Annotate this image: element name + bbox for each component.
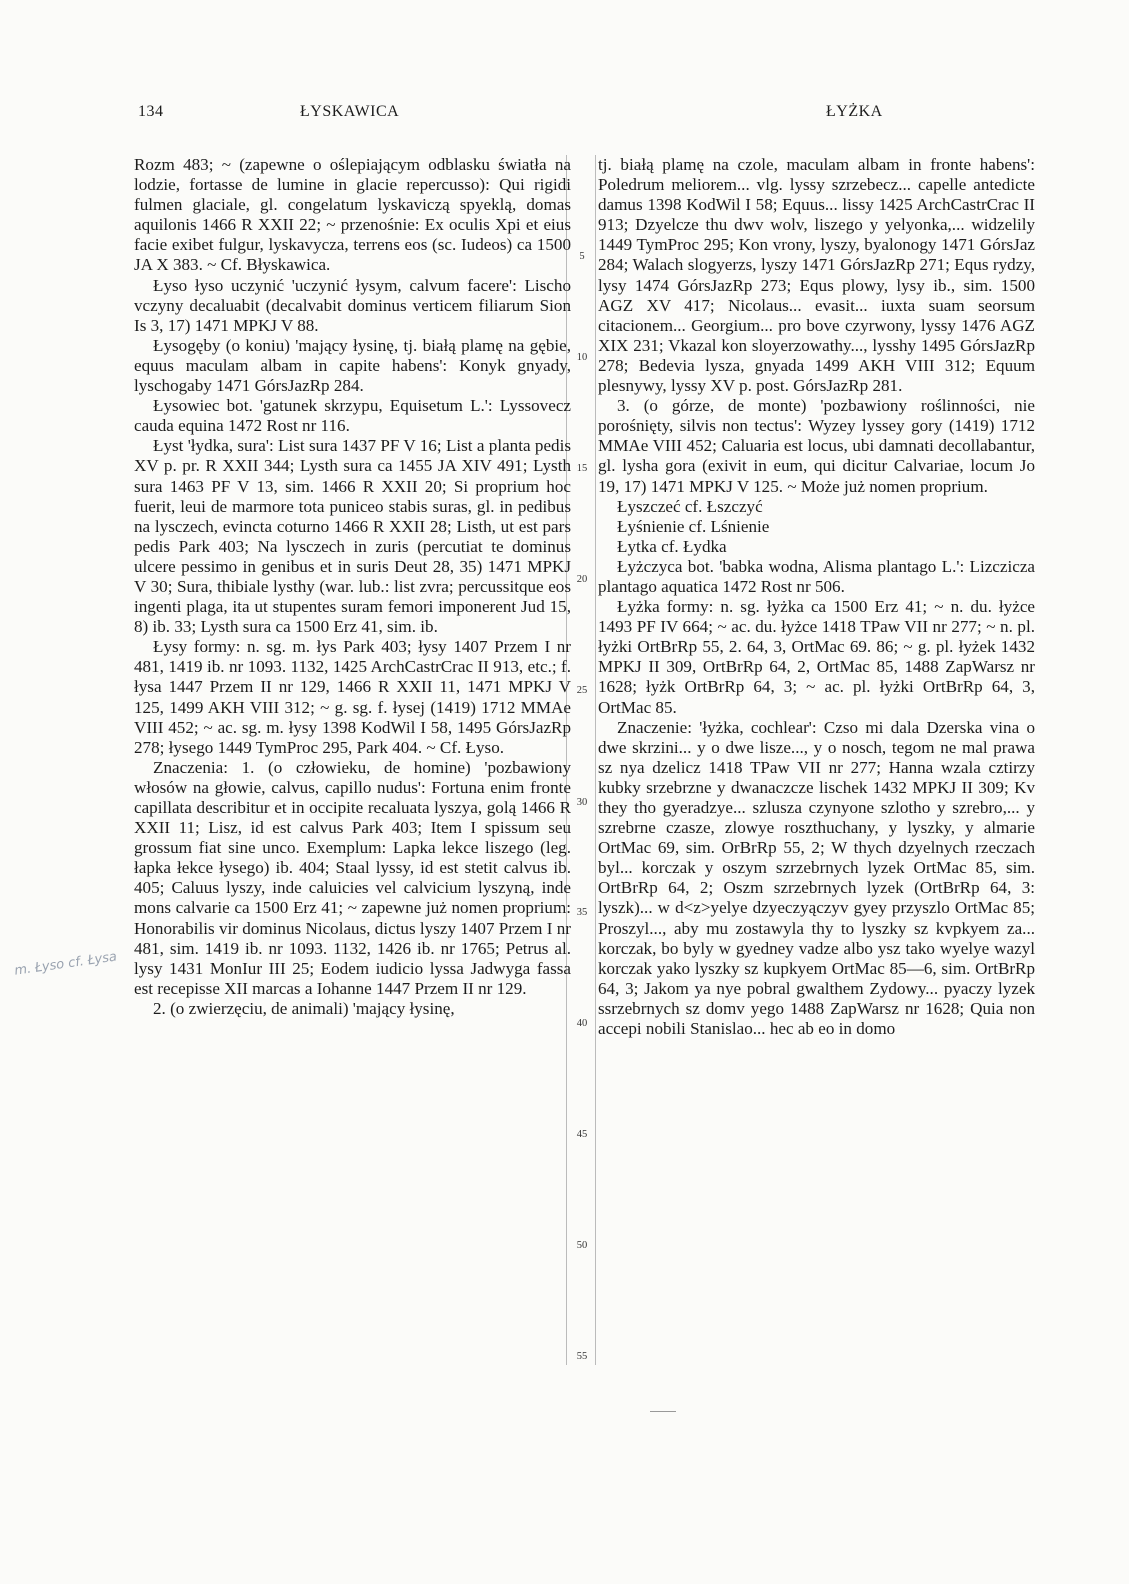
running-head-left: ŁYSKAWICA (300, 103, 400, 120)
left-column (134, 155, 571, 1019)
handwritten-margin-note: m. Łyso cf. Łysa (13, 949, 118, 979)
line-number: 55 (576, 1351, 588, 1362)
line-number: 35 (576, 907, 588, 918)
entry-lysy-formy: Łysy formy: n. sg. m. łys Park 403; łysy 1407 Przem I nr 481, 1419 ib. nr 1093. 1132, 1425 ArchCastrCrac II 913, etc.; f. łysa 1447 Przem II nr 129, 1466 R XXII 11, 1471 MPKJ V 125, 1499 AKH VIII 312; ~ g. sg. f. łysej (1419) 1712 MMAe VIII 452; ~ ac. sg. m. łysy 1398 KodWil I 58, 1495 GórsJazRp 278; łysego 1449 TymProc 295, Park 404. ~ Cf. Łyso. (134, 637, 571, 757)
line-number: 50 (576, 1240, 588, 1251)
entry-lyzczyca: Łyżczyca bot. 'babka wodna, Alisma plantago L.': Lizczicza plantago aquatica 1472 Rost nr 506. (598, 556, 1035, 596)
entry-lyzka-formy: Łyżka formy: n. sg. łyżka ca 1500 Erz 41; ~ n. du. łyżce 1493 PF IV 664; ~ ac. du. łyżce 1418 TPaw VII nr 277; ~ n. pl. łyżki OrtBrRp 55, 2. 64, 3, OrtMac 69. 86; ~ g. pl. łyżek 1432 MPKJ II 309, OrtBrRp 64, 2, OrtMac 85, 1488 ZapWarsz nr 1628; łyżk OrtBrRp 64, 3; ~ ac. pl. łyżki OrtBrRp 64, 3, OrtMac 85. (598, 597, 1035, 717)
entry-lyzka-znaczenie: Znaczenie: 'łyżka, cochlear': Czso mi dala Dzerska vina o dwe skrzini... y o dwe lisze..., y o nosch, tegom ne mal prawa sz nya dzelicz 1418 TPaw VII nr 277; Hanna wzala cztirzy kubky srzebrzne y dwanaczcze lischek 1432 MPKJ II 309; Kv they tho gyeradzye... szlusza czynyone szlotho y szrebro,... y szrebrne czasze, zlowye roszthuchany, y lyszky, y almarie OrtMac 69, sim. OrBrRp 55, 2; W thych dzyelnych rzeczach byl... korczak y oszym szrzebrnych lyzek OrtMac 85, sim. OrtBrRp 64, 2; Oszm szrzebrnych lyzek (OrtBrRp 64, 3: lyszk)... w d<z>yelye dzyeczyączyv gyey przyszlo OrtMac 85; Proszyl..., aby mu zostawyla thy to lyszky sz kvpkyem za... korczak, bo byly w gyedney vadze albo ysz tako wyelye wazyl korczak yako lyszky sz kupkyem OrtMac 85—6, sim. OrtBrRp 64, 3; Jakom ya nye pobral gwalthem Zydowy... pyaczy lyzek ssrzebrnych sz domv yego 1488 ZapWarsz nr 1628; Quia non accepi nobili Stanislao... hec ab eo in domo (598, 717, 1035, 1039)
entry-lyst: Łyst 'łydka, sura': List sura 1437 PF V 16; List a planta pedis XV p. pr. R XXII 344; Lysth sura ca 1455 JA XIV 491; Lysth sura 1463 PF V 13, sim. 1466 R XXII 20; Si proprium hoc fuerit, leui de marmore tota puniceo stabis suras, gl. in pedibus na lysczech, evincta coturno 1466 R XXII 28; Listh, ut est pars pedis Park 403; Na lysczech in zuris (percutiat te dominus ulcere pessimo in genibus et in suris Deut 28, 35) 1471 MPKJ V 30; Sura, thibiale lysthy (war. lub.: list zvra; percussitque eos ingenti plaga, ita ut stupentes suram femori imponerent Jud 15, 8) ib. 33; Lysth sura ca 1500 Erz 41, sim. ib. (134, 436, 571, 637)
entry-lyszczec: Łyszczeć cf. Łszczyć (617, 496, 763, 516)
bottom-dash (650, 1411, 676, 1412)
column-rule-right (595, 155, 596, 1365)
entry-lysowiec: Łysowiec bot. 'gatunek skrzypu, Equisetum L.': Lyssovecz cauda equina 1472 Rost nr 116. (134, 396, 571, 436)
entry-lysy-znaczenia: Znaczenia: 1. (o człowieku, de homine) 'pozbawiony włosów na głowie, calvus, capillo nudus': Fortuna enim fronte capillata describitur et in occipite recaluata lyszya, golą 1466 R XXII 11; Lisz, id est calvus Park 403; Item I spissum seu grossum fiat sine unco. Exemplum: Lapka lekce liszego (leg. łapka łekce łysego) ib. 404; Staal lyssy, id est stetit calvus ib. 405; Caluus lyszy, inde caluicies vel calvicium lyszyną, inde mons calvarie ca 1500 Erz 41; ~ zapewne już nomen proprium: Honorabilis vir dominus Nicolaus, dictus lyszy 1407 Przem I nr 481, sim. 1419 ib. nr 1093. 1132, 1426 ib. nr 1765; Petrus al. lysy 1431 MonIur III 25; Eodem iudicio lyssa Jadwyga fassa est recepisse XII marcas a Iohanne 1447 Przem II nr 129. (134, 757, 571, 998)
line-number: 20 (576, 574, 588, 585)
running-head-right: ŁYŻKA (826, 103, 883, 120)
entry-lysy-sense-2-cont: tj. białą plamę na czole, maculam albam in fronte habens': Poledrum meliorem... vlg. lyssy szrzebecz... capelle antedicte damus 1398 KodWil I 58; Equus... lissy 1425 ArchCastrCrac II 913; Dzyelcze thu dwv wolv, liszego y yelyonka,... widzelily 1449 TymProc 295; Kon vrony, lyszy, byalonogy 1471 GórsJaz 284; Walach slogyerzs, lyszy 1471 GórsJazRp 271; Equs rydzy, lysy 1474 GórsJazRp 273; Equs plowy, lysy ib., sim. 1500 AGZ XV 417; Nicolaus... evasit... iuxta suam seorsum citacionem... Georgium... pro bove czyrwony, lyssy 1476 AGZ XIX 231; Vkazal kon sloyerzowathy..., lysshy 1495 GórsJazRp 278; Bedevia lysza, gnyada 1499 AKH VIII 312; Equum plesnywy, lyssy XV p. post. GórsJazRp 281. (598, 155, 1035, 396)
entry-lyskawica-cont: Rozm 483; ~ (zapewne o oślepiającym odblasku światła na lodzie, fortasse de lumine in glacie repercusso): Qui rigidi fulmen glaciale, gl. congelatum lyskaviczą spyeklą, domas aquilonis 1466 R XXII 22; ~ przenośnie: Ex oculis Xpi et eius facie exibet fulgur, lyskavycza, terrens eos (sc. Iudeos) ca 1500 JA X 383. ~ Cf. Błyskawica. (134, 155, 571, 275)
entry-lysnienie: Łyśnienie cf. Lśnienie (617, 516, 770, 536)
entry-lysogeby: Łysogęby (o koniu) 'mający łysinę, tj. białą plamę na gębie, equus maculam albam in capite habens': Konyk gnyady, lyschogaby 1471 GórsJazRp 284. (134, 335, 571, 396)
line-number: 15 (576, 463, 588, 474)
line-number: 30 (576, 797, 588, 808)
entry-lysy-sense-3: 3. (o górze, de monte) 'pozbawiony roślinności, nie porośnięty, silvis non tectus': Wyzey lyssey gory (1419) 1712 MMAe VIII 452; Caluaria est locus, ubi damnati decollabantur, gl. lysha gora (exivit in eum, qui dicitur Calvariae, locum Jo 19, 17) 1471 MPKJ V 125. ~ Może już nomen proprium. (598, 396, 1035, 496)
right-column (598, 155, 1035, 1039)
entry-lysy-sense-2: 2. (o zwierzęciu, de animali) 'mający łysinę, (153, 998, 455, 1018)
page-number: 134 (138, 103, 164, 120)
line-number: 10 (576, 352, 588, 363)
line-number: 5 (579, 251, 585, 262)
entry-lyso: Łyso łyso uczynić 'uczynić łysym, calvum facere': Lischo vczyny decaluabit (decalvabit dominus verticem filiarum Sion Is 3, 17) 1471 MPKJ V 88. (134, 275, 571, 335)
entry-lytka: Łytka cf. Łydka (617, 536, 727, 556)
line-number: 25 (576, 685, 588, 696)
line-number: 40 (576, 1018, 588, 1029)
line-number: 45 (576, 1129, 588, 1140)
